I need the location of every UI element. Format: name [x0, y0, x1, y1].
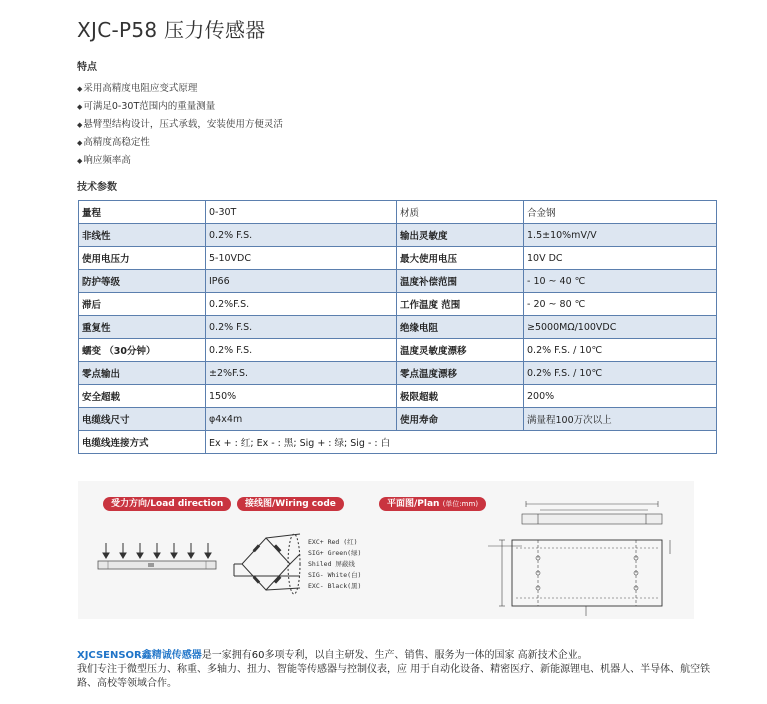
- spec-key: 材质: [397, 201, 524, 224]
- specs-heading: 技术参数: [77, 182, 117, 193]
- wire-label: Shiled 屏蔽线: [308, 560, 355, 568]
- spec-table: [78, 200, 717, 454]
- spec-value: 150%: [206, 385, 397, 408]
- spec-value: 5-10VDC: [206, 247, 397, 270]
- bullet-icon: ◆: [77, 85, 83, 93]
- bullet-icon: ◆: [77, 157, 83, 165]
- wire-label: SIG- White(白): [308, 571, 362, 579]
- spec-value: 0.2% F.S.: [206, 316, 397, 339]
- bullet-icon: ◆: [77, 121, 83, 129]
- intro-line-2: 我们专注于微型压力、称重、多轴力、扭力、智能等传感器与控制仪表，应 用于自动化设备、精密医疗、新能源锂电、机器人、半导体、航空铁路、高校等领域合作。: [77, 664, 711, 689]
- feature-text: 采用高精度电阻应变式原理: [83, 83, 198, 94]
- feature-text: 悬臂型结构设计，压式承载，安装使用方便灵活: [83, 119, 283, 130]
- bullet-icon: ◆: [77, 103, 83, 111]
- wire-label: EXC- Black(黑): [308, 582, 362, 590]
- spec-value: 满量程100万次以上: [524, 408, 717, 431]
- spec-value: 0.2% F.S. / 10℃: [524, 362, 717, 385]
- spec-key: 温度灵敏度漂移: [397, 339, 524, 362]
- table-row: [79, 362, 717, 385]
- spec-key: 绝缘电阻: [397, 316, 524, 339]
- spec-key: 零点输出: [79, 362, 206, 385]
- spec-key: 重复性: [79, 316, 206, 339]
- spec-value: ±2%F.S.: [206, 362, 397, 385]
- feature-text: 高精度高稳定性: [83, 137, 150, 148]
- feature-text: 响应频率高: [83, 155, 131, 166]
- spec-value: Ex + : 红; Ex - : 黑; Sig + : 绿; Sig - : 白: [206, 431, 717, 454]
- intro-text-1: 是一家拥有60多项专利，以自主研发、生产、销售、服务为一体的国家 高新技术企业。: [201, 650, 588, 661]
- spec-value: IP66: [206, 270, 397, 293]
- spec-value: - 20 ~ 80 ℃: [524, 293, 717, 316]
- feature-item: [77, 152, 283, 170]
- spec-value: 200%: [524, 385, 717, 408]
- plan-drawing: [482, 498, 692, 618]
- spec-value: - 10 ~ 40 ℃: [524, 270, 717, 293]
- wire-label: EXC+ Red (红): [308, 538, 358, 546]
- feature-item: [77, 134, 283, 152]
- spec-value: φ4x4m: [206, 408, 397, 431]
- spec-key: 使用电压力: [79, 247, 206, 270]
- spec-key: 防护等级: [79, 270, 206, 293]
- spec-key: 使用寿命: [397, 408, 524, 431]
- table-row: [79, 408, 717, 431]
- load-direction-diagram: [96, 540, 220, 574]
- feature-item: [77, 98, 283, 116]
- table-row: [79, 316, 717, 339]
- spec-value: 10V DC: [524, 247, 717, 270]
- feature-item: [77, 80, 283, 98]
- table-row: [79, 431, 717, 454]
- spec-key: 输出灵敏度: [397, 224, 524, 247]
- company-intro: [77, 649, 717, 691]
- wiring-code-badge: 接线图/Wiring code: [237, 497, 344, 511]
- spec-key: 零点温度漂移: [397, 362, 524, 385]
- wiring-wire-list: [308, 537, 361, 592]
- bullet-icon: ◆: [77, 139, 83, 147]
- plan-badge-label: 平面图/Plan: [387, 499, 440, 509]
- features-heading: 特点: [77, 62, 97, 73]
- spec-value: 0.2% F.S.: [206, 224, 397, 247]
- wire-label: SIG+ Green(绿): [308, 549, 362, 557]
- spec-key: 量程: [79, 201, 206, 224]
- spec-key: 蠕变 （30分钟）: [79, 339, 206, 362]
- plan-badge-unit: (单位:mm): [442, 500, 479, 508]
- spec-value: 合金钢: [524, 201, 717, 224]
- table-row: [79, 224, 717, 247]
- table-row: [79, 385, 717, 408]
- intro-line-1: [77, 649, 717, 663]
- spec-key: 温度补偿范围: [397, 270, 524, 293]
- feature-list: [77, 80, 283, 170]
- spec-key: 滞后: [79, 293, 206, 316]
- spec-value: 0.2% F.S.: [206, 339, 397, 362]
- page-title: XJC-P58 压力传感器: [77, 18, 266, 42]
- spec-value: 0.2% F.S. / 10℃: [524, 339, 717, 362]
- wiring-bridge-diagram: [230, 520, 310, 600]
- spec-key: 极限超载: [397, 385, 524, 408]
- spec-key: 工作温度 范围: [397, 293, 524, 316]
- feature-text: 可满足0-30T范围内的重量测量: [83, 101, 216, 112]
- load-direction-badge: 受力方向/Load direction: [103, 497, 231, 511]
- spec-key: 电缆线连接方式: [79, 431, 206, 454]
- spec-key: 安全超载: [79, 385, 206, 408]
- table-row: [79, 247, 717, 270]
- feature-item: [77, 116, 283, 134]
- spec-value: ≥5000MΩ/100VDC: [524, 316, 717, 339]
- spec-value: 0-30T: [206, 201, 397, 224]
- plan-badge: [379, 497, 486, 511]
- brand-name: XJCSENSOR鑫精诚传感器: [77, 650, 202, 661]
- spec-key: 最大使用电压: [397, 247, 524, 270]
- spec-value: 0.2%F.S.: [206, 293, 397, 316]
- table-row: [79, 339, 717, 362]
- spec-value: 1.5±10%mV/V: [524, 224, 717, 247]
- spec-key: 电缆线尺寸: [79, 408, 206, 431]
- spec-key: 非线性: [79, 224, 206, 247]
- table-row: [79, 293, 717, 316]
- table-row: [79, 270, 717, 293]
- table-row: [79, 201, 717, 224]
